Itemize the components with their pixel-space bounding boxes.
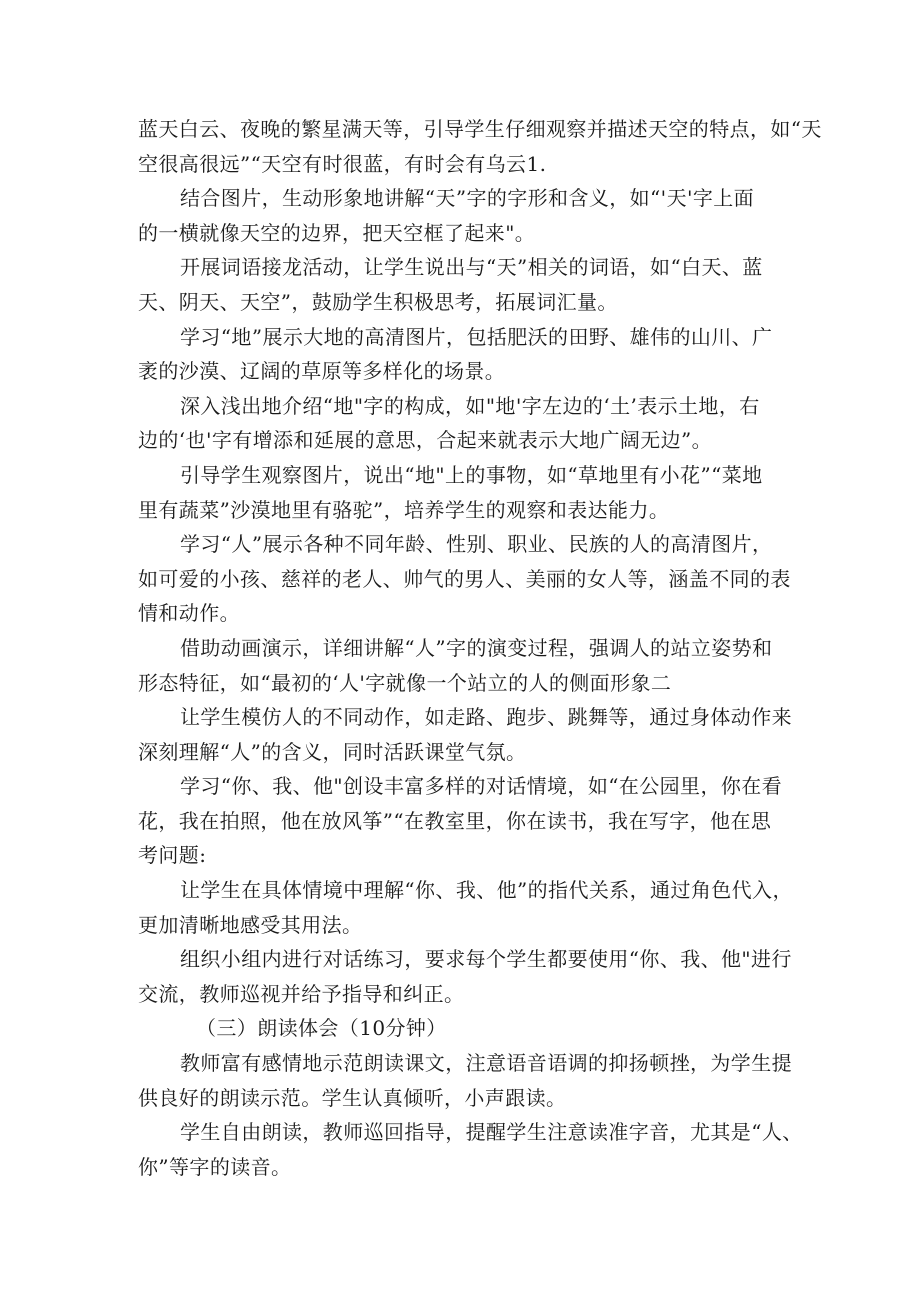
paragraph-word-chain xyxy=(138,250,788,319)
text-line: 形态特征，如“最初的‘人'字就像一个站立的人的侧面形象二 xyxy=(138,670,672,695)
paragraph-group-dialogue xyxy=(138,942,792,1011)
text-line: 学习“你、我、他"创设丰富多样的对话情境，如“在公园里，你在看 xyxy=(180,774,783,799)
paragraph-ren-imitation xyxy=(138,700,792,769)
text-line: 空很高很远”“天空有时很蓝，有时会有乌云1. xyxy=(138,151,547,176)
text-line: 情和动作。 xyxy=(138,601,240,626)
text-line: 边的‘也'字有增添和延展的意思，合起来就表示大地广阔无边”。 xyxy=(138,428,713,453)
text-line: 学生自由朗读，教师巡回指导，提醒学生注意读准字音，尤其是“人、 xyxy=(180,1120,803,1145)
text-line: 如可爱的小孩、慈祥的老人、帅气的男人、美丽的女人等，涵盖不同的表 xyxy=(138,566,791,591)
text-line: 更加清晰地感受其用法。 xyxy=(138,912,363,937)
text-line: 学习“地”展示大地的高清图片，包括肥沃的田野、雄伟的山川、广 xyxy=(180,324,773,349)
text-line: 供良好的朗读示范。学生认真倾听，小声跟读。 xyxy=(138,1085,567,1110)
document-page xyxy=(138,112,822,1184)
paragraph-sky-observation xyxy=(138,112,822,181)
paragraph-tian-character xyxy=(138,181,788,250)
text-line: 深刻理解“人”的含义，同时活跃课堂气氛。 xyxy=(138,739,527,764)
paragraph-free-reading xyxy=(138,1115,803,1184)
paragraph-ren-animation xyxy=(138,631,788,700)
text-line: 借助动画演示，详细讲解“人”字的演变过程，强调人的站立姿势和 xyxy=(180,635,773,660)
paragraph-pronoun-situations xyxy=(138,769,788,873)
paragraph-di-character xyxy=(138,389,788,458)
text-line: 教师富有感情地示范朗读课文，注意语音语调的抑扬顿挫，为学生提 xyxy=(180,1051,792,1076)
paragraph-di-images xyxy=(138,320,788,389)
text-line: 深入浅出地介绍“地"字的构成，如"地'字左边的‘土’表示土地，右 xyxy=(180,393,760,418)
text-line: 交流，教师巡视并给予指导和纠正。 xyxy=(138,981,465,1006)
text-line: 结合图片，生动形象地讲解“天”字的字形和含义，如“'天'字上面 xyxy=(180,186,755,211)
section-heading-reading xyxy=(138,1011,788,1046)
text-line: 的一横就像天空的边界，把天空框了起来"。 xyxy=(138,220,536,245)
text-line: 考问题: xyxy=(138,843,207,868)
text-line: 引导学生观察图片，说出“地"上的事物，如“草地里有小花”“菜地 xyxy=(180,462,763,487)
text-line: 蓝天白云、夜晚的繁星满天等，引导学生仔细观察并描述天空的特点，如“天 xyxy=(138,117,822,141)
paragraph-ren-images xyxy=(138,527,791,631)
text-line: 开展词语接龙活动，让学生说出与“天”相关的词语，如“白天、蓝 xyxy=(180,255,763,280)
text-line: 学习“人”展示各种不同年龄、性别、职业、民族的人的高清图片， xyxy=(180,532,773,557)
text-line: 袤的沙漠、辽阔的草原等多样化的场景。 xyxy=(138,359,506,384)
paragraph-di-observation xyxy=(138,458,788,527)
text-line: 你”等字的读音。 xyxy=(138,1154,292,1179)
text-line: 组织小组内进行对话练习，要求每个学生都要使用“你、我、他"进行 xyxy=(180,947,792,972)
text-line: 花，我在拍照，他在放风筝”“在教室里，你在读书，我在写字，他在思 xyxy=(138,808,772,833)
text-line: 里有蔬菜”沙漠地里有骆驼”，培养学生的观察和表达能力。 xyxy=(138,497,670,522)
text-line: 让学生在具体情境中理解“你、我、他”的指代关系，通过角色代入， xyxy=(180,878,793,903)
text-line: 让学生模仿人的不同动作，如走路、跑步、跳舞等，通过身体动作来 xyxy=(180,705,792,730)
section-heading: （三）朗读体会（10分钟） xyxy=(196,1016,447,1041)
paragraph-teacher-demo xyxy=(138,1046,792,1115)
paragraph-pronoun-understanding xyxy=(138,873,793,942)
text-line: 天、阴天、天空”，鼓励学生积极思考，拓展词汇量。 xyxy=(138,289,618,314)
